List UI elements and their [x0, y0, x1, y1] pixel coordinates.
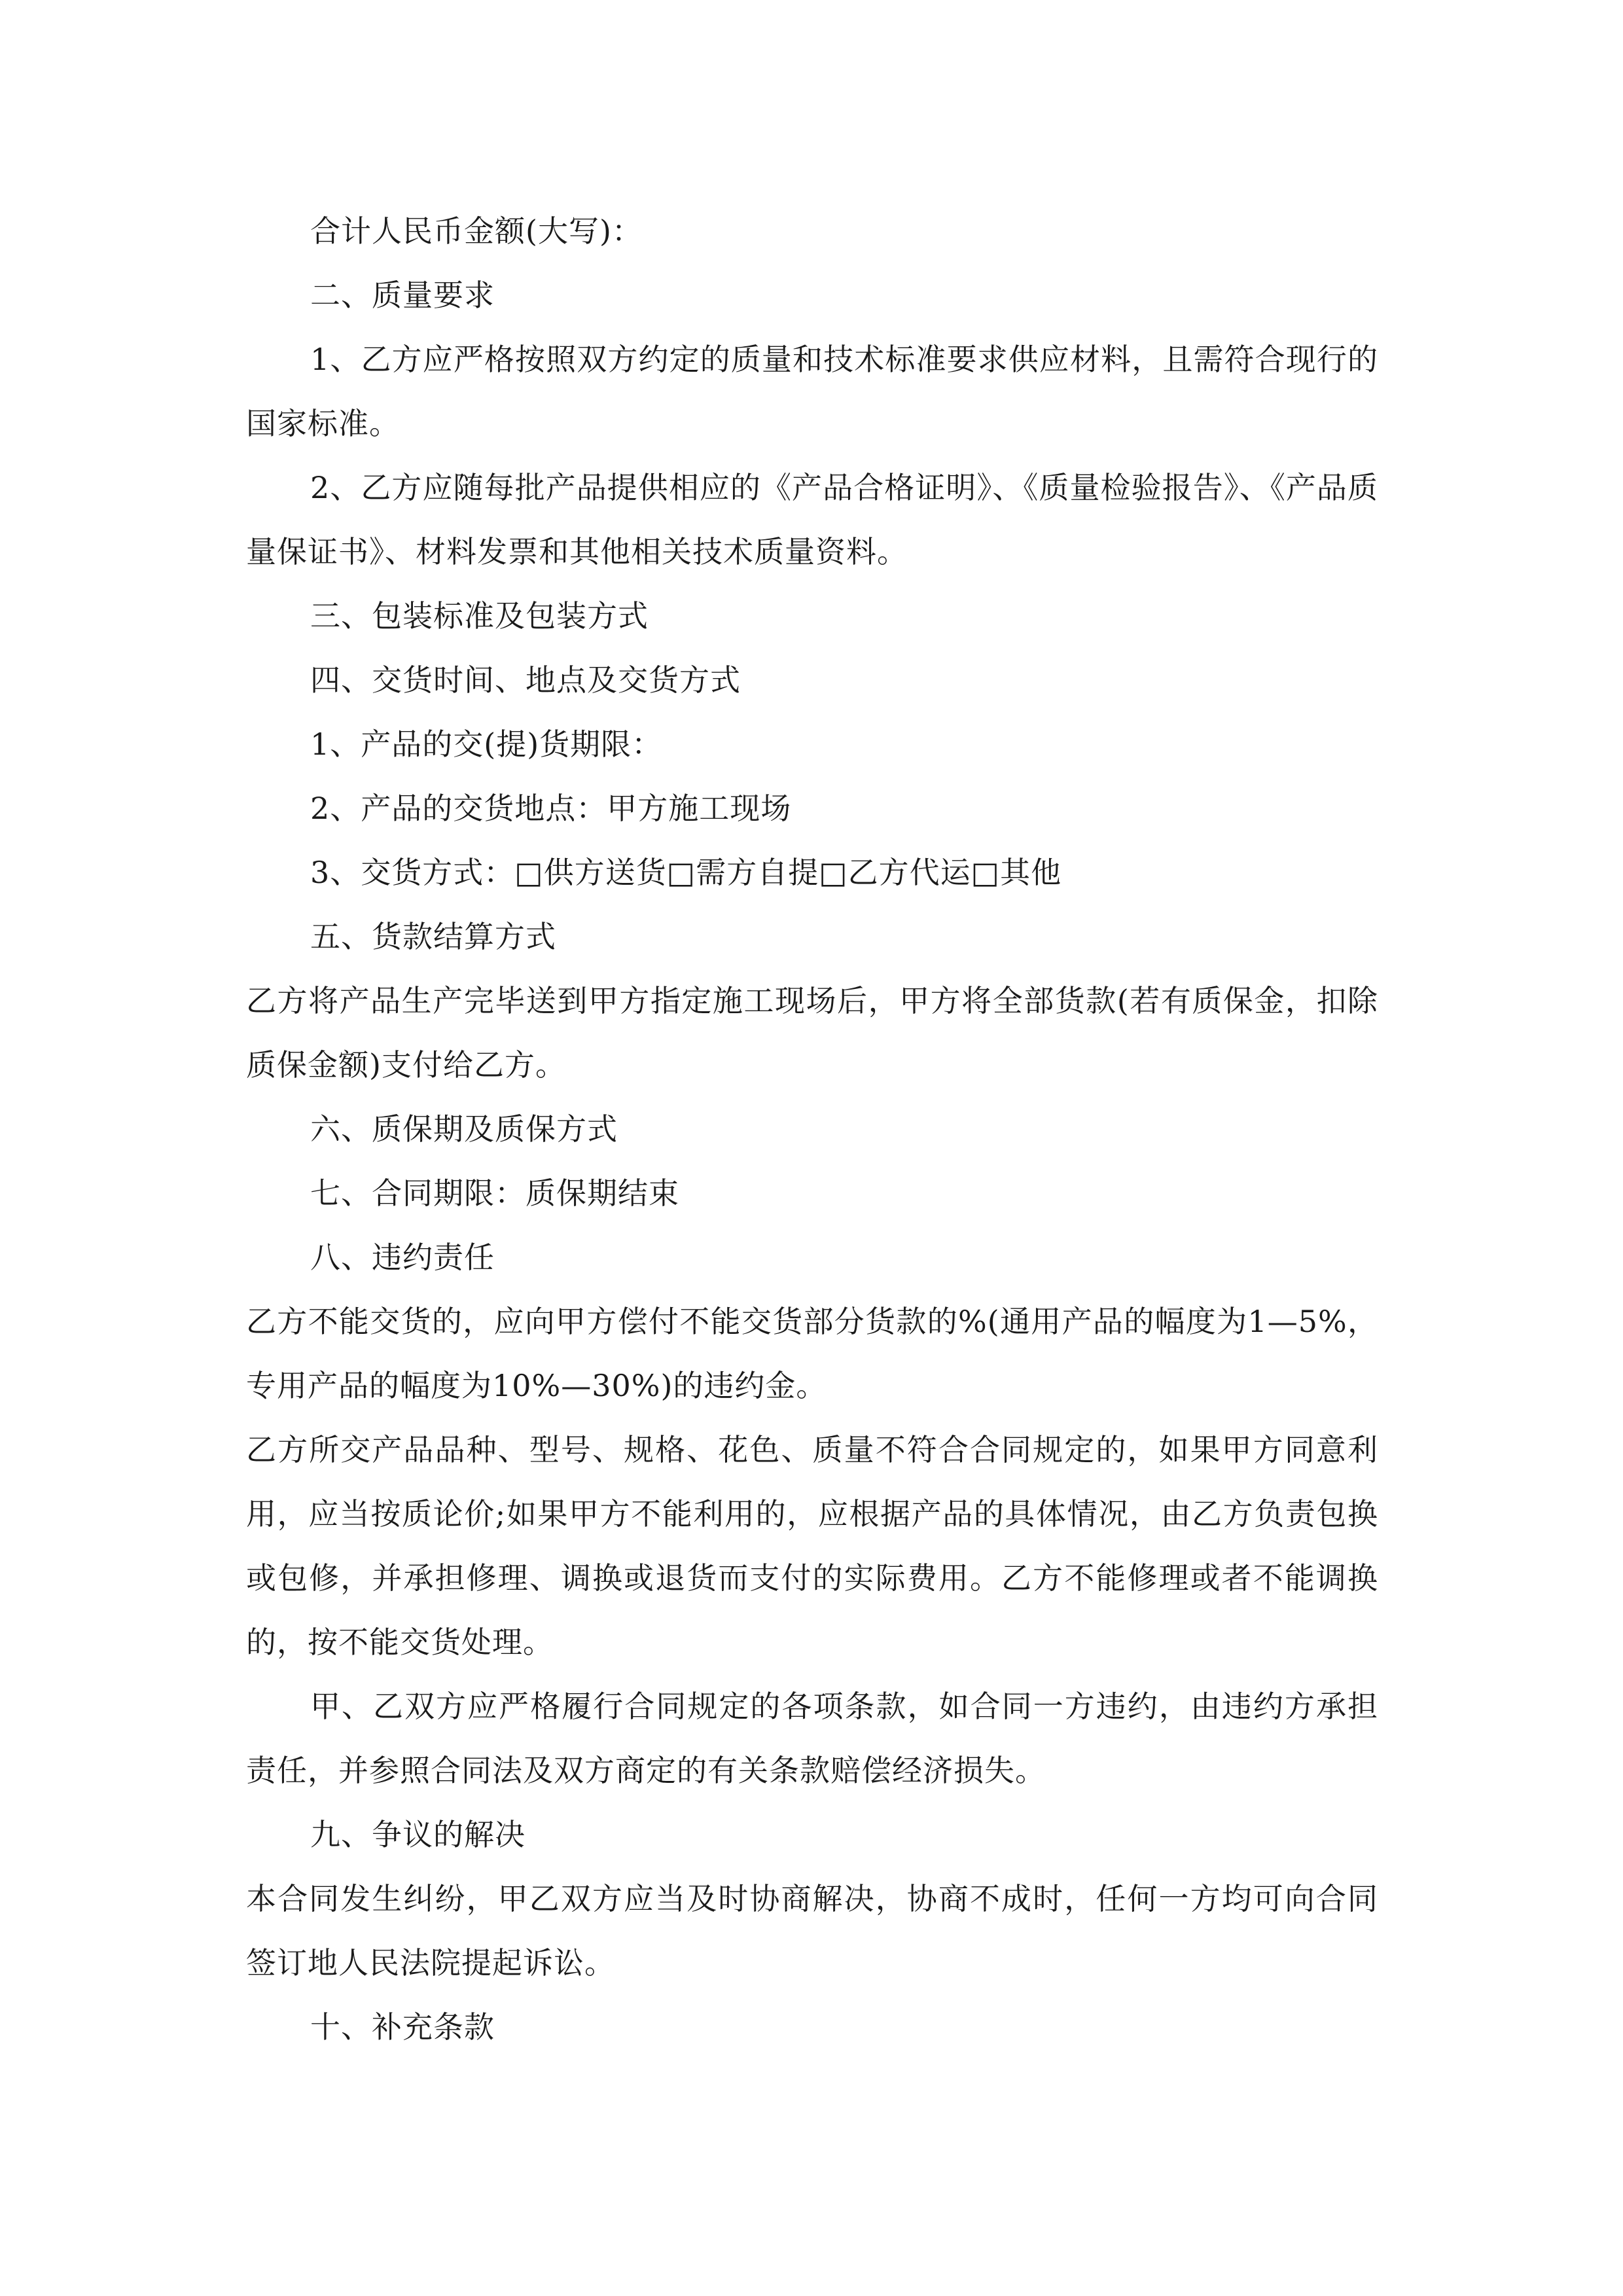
paragraph-quality-2: 2、乙方应随每批产品提供相应的《产品合格证明》、《质量检验报告》、《产品质量保证书》、材料发票和其他相关技术质量资料。: [246, 470, 1378, 569]
section-heading-term: 七、合同期限：质保期结束: [310, 1175, 679, 1211]
paragraph-delivery-2: 2、产品的交货地点：甲方施工现场: [310, 791, 792, 826]
paragraph-total-amount: 合计人民币金额(大写)：: [310, 213, 643, 249]
document-body: [246, 199, 1378, 2059]
section-heading-breach: 八、违约责任: [310, 1240, 495, 1275]
section-heading-payment: 五、货款结算方式: [310, 919, 556, 954]
paragraph-breach-3: 甲、乙双方应严格履行合同规定的各项条款，如合同一方违约，由违约方承担责任，并参照合同法及双方商定的有关条款赔偿经济损失。: [246, 1689, 1378, 1788]
section-heading-packaging: 三、包装标准及包装方式: [310, 598, 649, 634]
paragraph-breach-2: 乙方所交产品品种、型号、规格、花色、质量不符合合同规定的，如果甲方同意利用，应当按质论价;如果甲方不能利用的，应根据产品的具体情况，由乙方负责包换或包修，并承担修理、调换或退货而支付的实际费用。乙方不能修理或者不能调换的，按不能交货处理。: [246, 1432, 1378, 1660]
paragraph-quality-1: 1、乙方应严格按照双方约定的质量和技术标准要求供应材料，且需符合现行的国家标准。: [246, 342, 1378, 441]
paragraph-delivery-3: 3、交货方式：□供方送货□需方自提□乙方代运□其他: [310, 855, 1062, 890]
section-heading-warranty: 六、质保期及质保方式: [310, 1111, 618, 1147]
section-heading-delivery: 四、交货时间、地点及交货方式: [310, 662, 741, 698]
section-heading-quality: 二、质量要求: [310, 278, 495, 313]
section-heading-dispute: 九、争议的解决: [310, 1817, 526, 1852]
section-heading-supplementary: 十、补充条款: [310, 2009, 495, 2045]
paragraph-breach-1: 乙方不能交货的，应向甲方偿付不能交货部分货款的%(通用产品的幅度为1—5%，专用产品的幅度为10%—30%)的违约金。: [246, 1304, 1378, 1403]
paragraph-delivery-1: 1、产品的交(提)货期限：: [310, 726, 663, 762]
paragraph-dispute: 本合同发生纠纷，甲乙双方应当及时协商解决，协商不成时，任何一方均可向合同签订地人民法院提起诉讼。: [246, 1881, 1378, 1981]
paragraph-payment: 乙方将产品生产完毕送到甲方指定施工现场后，甲方将全部货款(若有质保金，扣除质保金额)支付给乙方。: [246, 983, 1378, 1083]
